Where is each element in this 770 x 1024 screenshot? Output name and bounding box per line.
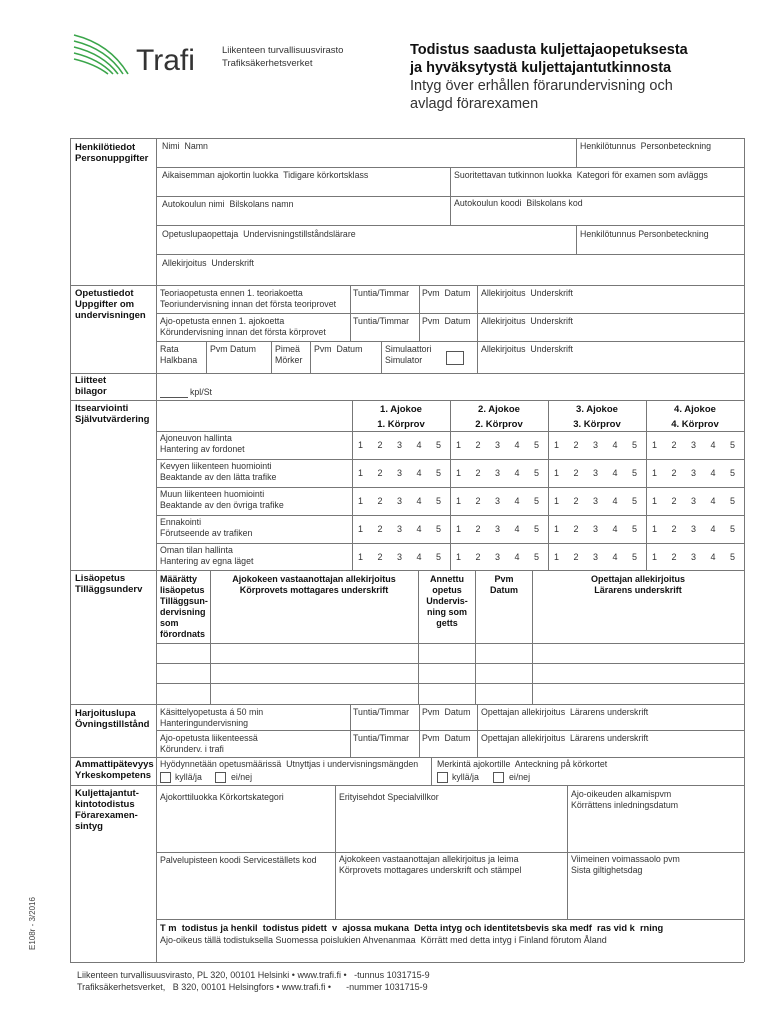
signature-field[interactable]: Allekirjoitus Underskrift (162, 258, 254, 268)
eval-score-option[interactable]: 2 (377, 468, 383, 478)
eval-score-option[interactable]: 5 (436, 440, 442, 450)
extra-col-ordered: Määrätty lisäopetus Tilläggsun- dervisning som förordnats (160, 574, 208, 639)
eval-score-option[interactable]: 3 (495, 468, 501, 478)
eval-score-option[interactable]: 1 (554, 468, 560, 478)
teacher-field[interactable]: Opetuslupaopettaja Undervisningstillståndslärare (162, 229, 356, 239)
eval-score-option[interactable]: 3 (397, 524, 403, 534)
attachment-count-line[interactable] (160, 397, 188, 398)
eval-score-option[interactable]: 2 (573, 552, 579, 562)
eval-score-option[interactable]: 5 (534, 496, 540, 506)
professional-q2: Merkintä ajokortille Anteckning på körkortet (437, 759, 608, 769)
professional-q2-no-checkbox[interactable] (493, 772, 504, 783)
eval-score-option[interactable]: 3 (691, 496, 697, 506)
professional-q1-no-label: ei/nej (231, 772, 253, 782)
eval-score-option[interactable]: 1 (652, 468, 658, 478)
section-license-3: Förarexamen- (75, 810, 138, 821)
eval-score-option[interactable]: 1 (456, 524, 462, 534)
teacher-ssn-field[interactable]: Henkilötunnus Personbeteckning (580, 229, 709, 239)
eval-score-option[interactable]: 4 (416, 468, 422, 478)
attachment-count-label: kpl/St (190, 387, 213, 397)
eval-row-label-fi: Ennakointi (160, 517, 202, 527)
extra-col-given: Annettu opetus Undervis- ning som getts (426, 574, 468, 628)
eval-score-option[interactable]: 4 (514, 468, 520, 478)
form-code: E108r - 3/2016 (28, 897, 37, 950)
eval-col-header-sv: 1. Körprov (377, 419, 425, 430)
eval-score-option[interactable]: 3 (495, 496, 501, 506)
eval-score-option[interactable]: 2 (377, 496, 383, 506)
school-code-field[interactable]: Autokoulun koodi Bilskolans kod (454, 198, 583, 208)
eval-score-option[interactable]: 4 (514, 496, 520, 506)
eval-score-option[interactable]: 5 (632, 524, 638, 534)
eval-score-option[interactable]: 4 (416, 496, 422, 506)
professional-q1-yes-label: kyllä/ja (175, 772, 202, 782)
professional-q1: Hyödynnetään opetusmäärissä Utnyttjas i undervisningsmängden (160, 759, 419, 769)
valid-until-sv: Sista giltighetsdag (571, 865, 643, 875)
eval-col-header-fi: 3. Ajokoe (576, 404, 618, 415)
eval-score-option[interactable]: 1 (652, 552, 658, 562)
eval-score-option[interactable]: 1 (358, 524, 364, 534)
extra-col-date: Pvm Datum (489, 574, 518, 595)
eval-col-header-fi: 1. Ajokoe (380, 404, 422, 415)
eval-score-option[interactable]: 2 (671, 468, 677, 478)
practice-r2-sv: Körunderv. i trafi (160, 744, 224, 754)
eval-score-option[interactable]: 2 (377, 440, 383, 450)
eval-score-option[interactable]: 5 (632, 496, 638, 506)
practice-r1-sign[interactable]: Opettajan allekirjoitus Lärarens underskrift (481, 707, 649, 717)
eval-score-option[interactable]: 3 (593, 440, 599, 450)
eval-score-option[interactable]: 4 (514, 524, 520, 534)
notice-normal: Ajo-oikeus tällä todistuksella Suomessa poislukien Ahvenanmaa Körrätt med detta intyg i Finland förutom Åland (160, 935, 607, 945)
eval-score-option[interactable]: 2 (475, 552, 481, 562)
org-name-fi: Liikenteen turvallisuusvirasto (222, 45, 344, 56)
simulator-sign-field[interactable]: Allekirjoitus Underskrift (481, 344, 573, 354)
eval-score-option[interactable]: 1 (554, 552, 560, 562)
eval-row-label-fi: Oman tilan hallinta (160, 545, 233, 555)
logo-text: Trafi (136, 44, 195, 77)
professional-q1-yes-checkbox[interactable] (160, 772, 171, 783)
eval-score-option[interactable]: 5 (436, 468, 442, 478)
eval-score-option[interactable]: 4 (710, 496, 716, 506)
simulator-label-fi: Simulaattori (385, 344, 432, 354)
eval-score-option[interactable]: 1 (358, 468, 364, 478)
eval-row-label-fi: Muun liikenteen huomiointi (160, 489, 265, 499)
track-label-sv: Halkbana (160, 355, 198, 365)
extra-col-receiver: Ajokokeen vastaanottajan allekirjoitus Körprovets mottagares underskrift (232, 574, 396, 595)
license-start-sv: Körrättens inledningsdatum (571, 800, 679, 810)
practice-r1-date[interactable]: Pvm Datum (422, 707, 471, 717)
section-extra-sv: Tilläggsunderv (75, 584, 143, 595)
section-selfeval-sv: Självutvärdering (75, 414, 150, 425)
section-practice-sv: Övningstillstånd (75, 719, 150, 730)
eval-score-option[interactable]: 3 (691, 524, 697, 534)
eval-score-option[interactable]: 5 (730, 496, 736, 506)
eval-score-option[interactable]: 4 (612, 496, 618, 506)
practice-r2-hours[interactable]: Tuntia/Timmar (353, 733, 410, 743)
trafi-logo-icon (70, 32, 132, 78)
notice-bold: T m todistus ja henkil todistus pidett v ajossa mukana Detta intyg och identitetsbevis ska medf ras vid k rning (160, 923, 664, 933)
eval-col-header-sv: 3. Körprov (573, 419, 621, 430)
title-sv-1: Intyg över erhållen förarundervisning och (410, 78, 673, 94)
service-code-field[interactable]: Palvelupisteen koodi Serviceställets kod (160, 855, 317, 865)
eval-score-option[interactable]: 3 (495, 440, 501, 450)
simulator-label-sv: Simulator (385, 355, 423, 365)
eval-score-option[interactable]: 5 (534, 552, 540, 562)
eval-row-label-sv: Hantering av egna läget (160, 556, 254, 566)
section-license-4: sintyg (75, 821, 103, 832)
eval-score-option[interactable]: 5 (730, 552, 736, 562)
eval-score-option[interactable]: 3 (593, 524, 599, 534)
eval-score-option[interactable]: 1 (456, 496, 462, 506)
school-name-field[interactable]: Autokoulun nimi Bilskolans namn (162, 199, 294, 209)
eval-score-option[interactable]: 4 (612, 440, 618, 450)
title-fi-1: Todistus saadusta kuljettajaopetuksesta (410, 42, 688, 58)
eval-score-option[interactable]: 3 (691, 468, 697, 478)
section-teaching-1: Opetustiedot (75, 288, 134, 299)
eval-score-option[interactable]: 5 (730, 440, 736, 450)
section-personal-fi: Henkilötiedot (75, 142, 136, 153)
eval-score-option[interactable]: 3 (593, 552, 599, 562)
eval-score-option[interactable]: 4 (710, 552, 716, 562)
eval-score-option[interactable]: 2 (573, 468, 579, 478)
section-license-1: Kuljettajantut- (75, 788, 139, 799)
practice-r2-date[interactable]: Pvm Datum (422, 733, 471, 743)
section-teaching-3: undervisningen (75, 310, 146, 321)
eval-score-option[interactable]: 4 (710, 468, 716, 478)
eval-score-option[interactable]: 4 (416, 552, 422, 562)
eval-score-option[interactable]: 4 (710, 524, 716, 534)
eval-score-option[interactable]: 1 (456, 440, 462, 450)
eval-score-option[interactable]: 5 (534, 468, 540, 478)
professional-q2-yes-checkbox[interactable] (437, 772, 448, 783)
eval-score-option[interactable]: 2 (573, 496, 579, 506)
eval-score-option[interactable]: 1 (652, 496, 658, 506)
section-professional-sv: Yrkeskompetens (75, 770, 152, 781)
eval-score-option[interactable]: 4 (416, 440, 422, 450)
eval-score-option[interactable]: 3 (397, 468, 403, 478)
eval-score-option[interactable]: 4 (710, 440, 716, 450)
section-selfeval-fi: Itsearviointi (75, 403, 129, 414)
practice-r1-fi: Käsittelyopetusta á 50 min (160, 707, 264, 717)
dark-label-fi: Pimeä (275, 344, 300, 354)
eval-score-option[interactable]: 3 (397, 496, 403, 506)
name-field[interactable]: Nimi Namn (162, 141, 208, 151)
eval-score-option[interactable]: 5 (730, 524, 736, 534)
title-fi-2: ja hyväksytystä kuljettajantutkinnosta (410, 60, 672, 76)
eval-score-option[interactable]: 2 (475, 496, 481, 506)
eval-score-option[interactable]: 2 (377, 524, 383, 534)
simulator-checkbox[interactable] (446, 351, 464, 365)
eval-score-option[interactable]: 5 (436, 524, 442, 534)
eval-row-label-fi: Kevyen liikenteen huomiointi (160, 461, 272, 471)
track-label-fi: Rata (160, 344, 179, 354)
prev-class-field[interactable]: Aikaisemman ajokortin luokka Tidigare körkortsklass (162, 170, 369, 180)
eval-score-option[interactable]: 1 (456, 552, 462, 562)
eval-col-header-fi: 4. Ajokoe (674, 404, 716, 415)
drive-label-sv: Körundervisning innan det första körprovet (160, 327, 326, 337)
eval-score-option[interactable]: 4 (514, 552, 520, 562)
section-professional-fi: Ammattipätevyys (75, 759, 154, 770)
license-start-fi[interactable]: Ajo-oikeuden alkamispvm (571, 789, 672, 799)
drive-hours-field[interactable]: Tuntia/Timmar (353, 316, 410, 326)
professional-q2-yes-label: kyllä/ja (452, 772, 479, 782)
receiver-sign-sv: Körprovets mottagares underskrift och stämpel (339, 865, 522, 875)
eval-score-option[interactable]: 3 (397, 552, 403, 562)
eval-row-label-sv: Beaktande av den övriga trafike (160, 500, 284, 510)
eval-score-option[interactable]: 2 (671, 552, 677, 562)
drive-date-field[interactable]: Pvm Datum (422, 316, 471, 326)
eval-row-label-sv: Beaktande av den lätta trafike (160, 472, 277, 482)
section-teaching-2: Uppgifter om (75, 299, 135, 310)
section-attachments-fi: Liitteet (75, 375, 107, 386)
eval-score-option[interactable]: 4 (612, 468, 618, 478)
theory-date-field[interactable]: Pvm Datum (422, 288, 471, 298)
eval-score-option[interactable]: 2 (671, 440, 677, 450)
track-date-field[interactable]: Pvm Datum (210, 344, 256, 354)
receiver-sign-fi[interactable]: Ajokokeen vastaanottajan allekirjoitus ja leima (339, 854, 519, 864)
title-sv-2: avlagd förarexamen (410, 96, 539, 112)
eval-score-option[interactable]: 1 (358, 440, 364, 450)
eval-score-option[interactable]: 3 (593, 496, 599, 506)
drive-sign-field[interactable]: Allekirjoitus Underskrift (481, 316, 573, 326)
eval-score-option[interactable]: 2 (475, 440, 481, 450)
eval-score-option[interactable]: 3 (495, 524, 501, 534)
eval-score-option[interactable]: 4 (416, 524, 422, 534)
license-category-field[interactable]: Ajokorttiluokka Körkortskategori (160, 792, 284, 802)
exam-class-field[interactable]: Suoritettavan tutkinnon luokka Kategori för examen som avläggs (454, 170, 708, 180)
eval-col-header-fi: 2. Ajokoe (478, 404, 520, 415)
eval-score-option[interactable]: 2 (573, 440, 579, 450)
org-name-sv: Trafiksäkerhetsverket (222, 58, 313, 69)
footer-line-1: Liikenteen turvallisuusvirasto, PL 320, 00101 Helsinki • www.trafi.fi • -tunnus 1031715-9 (77, 970, 430, 980)
eval-score-option[interactable]: 5 (436, 552, 442, 562)
eval-score-option[interactable]: 5 (534, 524, 540, 534)
eval-score-option[interactable]: 1 (358, 496, 364, 506)
eval-col-header-sv: 2. Körprov (475, 419, 523, 430)
eval-score-option[interactable]: 5 (436, 496, 442, 506)
eval-score-option[interactable]: 3 (397, 440, 403, 450)
eval-score-option[interactable]: 2 (475, 468, 481, 478)
ssn-field[interactable]: Henkilötunnus Personbeteckning (580, 141, 712, 151)
eval-score-option[interactable]: 5 (632, 552, 638, 562)
eval-score-option[interactable]: 2 (573, 524, 579, 534)
section-personal-sv: Personuppgifter (75, 153, 149, 164)
eval-score-option[interactable]: 2 (671, 524, 677, 534)
valid-until-fi[interactable]: Viimeinen voimassaolo pvm (571, 854, 680, 864)
eval-row-label-sv: Förutseende av trafiken (160, 528, 253, 538)
eval-score-option[interactable]: 1 (554, 524, 560, 534)
eval-score-option[interactable]: 3 (691, 552, 697, 562)
eval-score-option[interactable]: 1 (554, 496, 560, 506)
eval-score-option[interactable]: 3 (593, 468, 599, 478)
eval-score-option[interactable]: 5 (632, 468, 638, 478)
theory-label-fi: Teoriaopetusta ennen 1. teoriakoetta (160, 288, 303, 298)
theory-hours-field[interactable]: Tuntia/Timmar (353, 288, 410, 298)
drive-label-fi: Ajo-opetusta ennen 1. ajokoetta (160, 316, 285, 326)
section-extra-fi: Lisäopetus (75, 573, 126, 584)
section-practice-fi: Harjoituslupa (75, 708, 136, 719)
section-license-2: kintotodistus (75, 799, 135, 810)
extra-col-teacher: Opettajan allekirjoitus Lärarens underskrift (590, 574, 686, 595)
dark-date-field[interactable]: Pvm Datum (314, 344, 363, 354)
practice-r1-hours[interactable]: Tuntia/Timmar (353, 707, 410, 717)
practice-r2-sign[interactable]: Opettajan allekirjoitus Lärarens underskrift (481, 733, 649, 743)
eval-score-option[interactable]: 4 (514, 440, 520, 450)
section-attachments-sv: bilagor (75, 386, 107, 397)
eval-score-option[interactable]: 2 (377, 552, 383, 562)
eval-score-option[interactable]: 3 (691, 440, 697, 450)
eval-score-option[interactable]: 2 (671, 496, 677, 506)
theory-label-sv: Teoriundervisning innan det första teoriprovet (160, 299, 337, 309)
eval-score-option[interactable]: 1 (652, 440, 658, 450)
eval-score-option[interactable]: 5 (534, 440, 540, 450)
eval-score-option[interactable]: 2 (475, 524, 481, 534)
eval-row-label-fi: Ajoneuvon hallinta (160, 433, 232, 443)
eval-score-option[interactable]: 1 (456, 468, 462, 478)
eval-score-option[interactable]: 4 (612, 524, 618, 534)
practice-r2-fi: Ajo-opetusta liikenteessä (160, 733, 258, 743)
eval-score-option[interactable]: 1 (358, 552, 364, 562)
eval-score-option[interactable]: 5 (632, 440, 638, 450)
eval-col-header-sv: 4. Körprov (671, 419, 719, 430)
eval-row-label-sv: Hantering av fordonet (160, 444, 245, 454)
theory-sign-field[interactable]: Allekirjoitus Underskrift (481, 288, 573, 298)
professional-q1-no-checkbox[interactable] (215, 772, 226, 783)
dark-label-sv: Mörker (275, 355, 303, 365)
eval-score-option[interactable]: 1 (652, 524, 658, 534)
eval-score-option[interactable]: 4 (612, 552, 618, 562)
eval-score-option[interactable]: 5 (730, 468, 736, 478)
practice-r1-sv: Hanteringundervisning (160, 718, 249, 728)
eval-score-option[interactable]: 1 (554, 440, 560, 450)
footer-line-2: Trafiksäkerhetsverket, B 320, 00101 Helsingfors • www.trafi.fi • -nummer 1031715-9 (77, 982, 428, 992)
professional-q2-no-label: ei/nej (509, 772, 531, 782)
eval-score-option[interactable]: 3 (495, 552, 501, 562)
license-special-field[interactable]: Erityisehdot Specialvillkor (339, 792, 439, 802)
